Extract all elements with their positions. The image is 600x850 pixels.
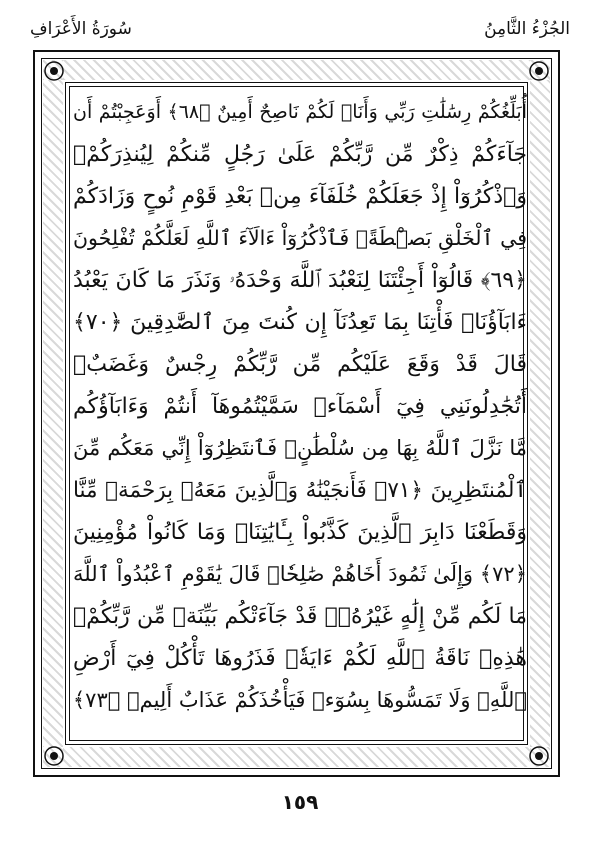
corner-ornament-icon [526, 58, 552, 84]
quran-text [73, 93, 527, 733]
page-header [30, 14, 570, 44]
line-text: ﴿٦٩﴾ قَالُوٓاْ أَجِئْتَنَا لِنَعْبُدَ ٱللَّهَ وَحْدَهُۥ وَنَذَرَ مَا كَانَ يَعْبُدُ [73, 267, 527, 293]
page-number: ١٥٩ [281, 790, 319, 814]
line-text: هَٰذِهِۦ نَاقَةُ ٱللَّهِ لَكُمْ ءَايَةٗۖ فَذَرُوهَا تَأْكُلْ فِيٓ أَرْضِ [73, 645, 527, 671]
line-text: أَتُجَٰدِلُونَنِي فِيٓ أَسْمَآءٖ سَمَّيْتُمُوهَآ أَنتُمْ وَءَابَآؤُكُم [73, 393, 527, 419]
surah-title: سُورَةُ الأَعْرَافِ [30, 19, 132, 39]
text-line [73, 177, 527, 215]
line-text: ٱللَّهِۖ وَلَا تَمَسُّوهَا بِسُوٓءٖ فَيَأْخُذَكُمْ عَذَابٌ أَلِيمٞ ﴿٧٣﴾ [72, 688, 527, 712]
line-text: ٱلْمُنتَظِرِينَ ﴿٧١﴾ فَأَنجَيْنَٰهُ وَٱلَّذِينَ مَعَهُۥ بِرَحْمَةٖ مِّنَّا [73, 477, 527, 503]
corner-ornament-icon [41, 743, 67, 769]
line-text: ﴿٧٢﴾ وَإِلَىٰ ثَمُودَ أَخَاهُمْ صَٰلِحٗاۚ قَالَ يَٰقَوْمِ ٱعْبُدُواْ ٱللَّهَ [73, 562, 527, 586]
text-line [73, 681, 527, 719]
text-line [73, 261, 527, 299]
corner-ornament-icon [41, 58, 67, 84]
line-text: وَٱذْكُرُوٓاْ إِذْ جَعَلَكُمْ خُلَفَآءَ مِنۢ بَعْدِ قَوْمِ نُوحٍ وَزَادَكُمْ [73, 183, 527, 209]
text-line [73, 387, 527, 425]
text-line [73, 219, 527, 257]
text-line [73, 639, 527, 677]
text-line [73, 135, 527, 173]
line-text: أُبَلِّغُكُمْ رِسَٰلَٰتِ رَبِّي وَأَنَا۠ لَكُمْ نَاصِحٌ أَمِينٌ ﴿٦٨﴾ أَوَعَجِبْتُمْ أَن [73, 101, 527, 123]
line-text: مَا لَكُم مِّنْ إِلَٰهٍ غَيْرُهُۥۖ قَدْ جَآءَتْكُم بَيِّنَةٞ مِّن رَّبِّكُمْۖ [73, 603, 527, 629]
text-line [73, 429, 527, 467]
text-line [73, 345, 527, 383]
line-text: فِي ٱلْخَلْقِ بَصْۜطَةًۖ فَٱذْكُرُوٓاْ ءَالَآءَ ٱللَّهِ لَعَلَّكُمْ تُفْلِحُونَ [73, 226, 527, 250]
corner-ornament-icon [526, 743, 552, 769]
line-text: مَّا نَزَّلَ ٱللَّهُ بِهَا مِن سُلْطَٰنٍۚ فَٱنتَظِرُوٓاْ إِنِّي مَعَكُم مِّنَ [73, 436, 527, 460]
text-line [73, 597, 527, 635]
text-line [73, 93, 527, 131]
text-line [73, 303, 527, 341]
juz-title: الجُزْءُ الثَّامِنُ [484, 19, 570, 39]
line-text: قَالَ قَدْ وَقَعَ عَلَيْكُم مِّن رَّبِّكُمْ رِجْسٌ وَغَضَبٌۖ [73, 351, 527, 377]
line-text: جَآءَكُمْ ذِكْرٌ مِّن رَّبِّكُمْ عَلَىٰ رَجُلٍ مِّنكُمْ لِيُنذِرَكُمْۚ [73, 141, 527, 167]
text-line [73, 513, 527, 551]
text-line [73, 555, 527, 593]
line-text: ءَابَآؤُنَاۖ فَأْتِنَا بِمَا تَعِدُنَآ إِن كُنتَ مِنَ ٱلصَّٰدِقِينَ ﴿٧٠﴾ [73, 309, 527, 335]
text-line [73, 471, 527, 509]
line-text: وَقَطَعْنَا دَابِرَ ٱلَّذِينَ كَذَّبُواْ بِـَٔايَٰتِنَاۖ وَمَا كَانُواْ مُؤْمِنِينَ [73, 519, 527, 545]
